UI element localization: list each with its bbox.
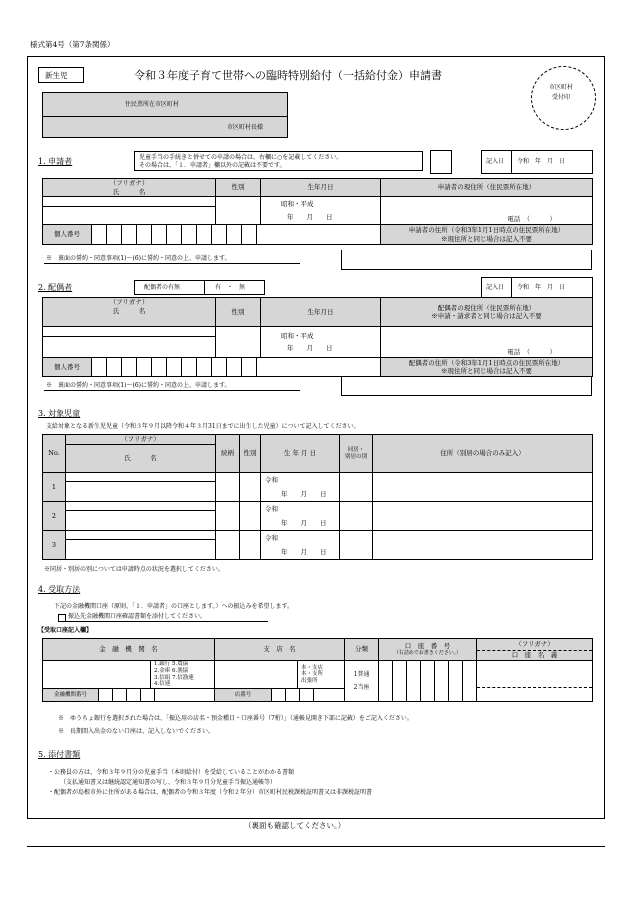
form-number: 様式第4号（第7条関係）: [30, 40, 115, 49]
s1-dob-input[interactable]: 昭和・平成 年 月 日: [261, 197, 381, 225]
child1-furigana-input[interactable]: [66, 473, 216, 482]
doc-check-box[interactable]: [58, 614, 66, 622]
child3-sex-input[interactable]: [240, 531, 261, 560]
child1-cohab-input[interactable]: [340, 473, 373, 502]
child2-dob-input[interactable]: 令和 年 月 日: [261, 502, 340, 531]
account-type-options[interactable]: 1普通 2当座: [345, 661, 379, 702]
s2-dob-input[interactable]: 昭和・平成 年 月 日: [261, 327, 381, 358]
s3-intro: 支給対象となる新生児児童（令和３年９月以降令和４年３月31日までに出生した児童）について記入してください。: [46, 423, 360, 430]
s4-intro: 下記の金融機関口座（原則、「１．申請者」の口座とします。）への振込みを希望します。: [54, 603, 294, 610]
bank-type-options[interactable]: 1.銀行 5.農協 2.金庫 6.漁協 3.信組 7.信漁連 4.信連: [151, 661, 215, 689]
child3-name-input[interactable]: [66, 540, 216, 560]
section3-heading: 3. 対象児童: [38, 409, 81, 418]
section4-heading: 4. 受取方法: [38, 585, 81, 594]
s1-consent: ※ 裏面の誓約・同意事項(1)～(6)に誓約・同意の上、申請します。: [46, 255, 231, 262]
bank-name-input[interactable]: [43, 661, 151, 689]
child2-furigana-input[interactable]: [66, 502, 216, 511]
account-heading: 【受取口座記入欄】: [38, 627, 93, 634]
address-box: 住民票所在市区町村 市区町村長様: [42, 92, 288, 138]
children-table: No. （フリガナ） 続柄 性別 生 年 月 日 同居・ 別居の別 住所（別居の場合のみ記入） 氏 名 1 令和 年 月 日 2 令和 年 月 日 3 令和 年 月 日: [42, 434, 593, 560]
child1-relation-input[interactable]: [216, 473, 240, 502]
s5-bullet2: （支払通知書又は継続認定通知書の写し、令和３年９月分児童手当振込通帳等）: [60, 779, 277, 786]
child3-address-input[interactable]: [373, 531, 593, 560]
bank-code-digits[interactable]: [99, 689, 215, 702]
bottom-rule: [27, 846, 605, 847]
account-table: 金 融 機 関 名 支 店 名 分類 口 座 番 号 （右詰めでお書きください。） （フリガナ） 口 座 名 義 1.銀行 5.農協 2.金庫 6.漁協 3.信組 7.信漁連 4.信連 本・支店 本・支所 出張所 1普通 2当座 金融機関番号 店番号: [42, 638, 593, 702]
newborn-tag: 新生児: [38, 67, 84, 83]
child2-relation-input[interactable]: [216, 502, 240, 531]
s2-furigana-input[interactable]: [43, 327, 216, 337]
s2-consent: ※ 裏面の誓約・同意事項(1)～(6)に誓約・同意の上、申請します。: [46, 382, 231, 389]
s1-name-input[interactable]: [43, 207, 216, 225]
branch-name-input[interactable]: [215, 661, 298, 689]
child2-sex-input[interactable]: [240, 502, 261, 531]
s5-bullet1: ・公務員の方は、令和３年９月分の児童手当（本則給付）を受給していることがわかる書類: [48, 769, 295, 776]
child3-cohab-input[interactable]: [340, 531, 373, 560]
footer-note: （裏面も確認してください。）: [244, 821, 346, 830]
s2-jan-addr-input[interactable]: [341, 376, 592, 396]
child2-address-input[interactable]: [373, 502, 593, 531]
child2-cohab-input[interactable]: [340, 502, 373, 531]
s1-circle-box[interactable]: [430, 150, 452, 174]
section1-heading: 1. 申請者: [38, 157, 73, 166]
account-holder-input[interactable]: [477, 661, 593, 702]
s4-note1: ※ ゆうちょ銀行を選択された場合は、「振込用の店名・預金種目・口座番号（7桁）」（通帳見開き下部に記載）をご記入ください。: [58, 715, 413, 722]
section5-heading: 5. 添付書類: [38, 750, 81, 759]
s1-sex-input[interactable]: [216, 197, 261, 225]
spouse-yes-no[interactable]: 有 ・ 無: [215, 284, 246, 291]
account-number-digits[interactable]: [379, 661, 477, 702]
child1-name-input[interactable]: [66, 482, 216, 502]
branch-type-options[interactable]: 本・支店 本・支所 出張所: [298, 661, 345, 689]
s2-date-box: 記入日 令和 年 月 日: [481, 277, 593, 299]
s3-footnote: ※同居・別居の別については申請時点の状況を選択してください。: [44, 566, 224, 573]
child1-dob-input[interactable]: 令和 年 月 日: [261, 473, 340, 502]
s1-address-input[interactable]: 電話 （ ）: [381, 197, 593, 225]
child1-sex-input[interactable]: [240, 473, 261, 502]
form-title: 令和３年度子育て世帯への臨時特別給付（一括給付金）申請書: [134, 69, 442, 82]
s5-bullet3: ・配偶者が島根市外に住所がある場合は、配偶者の令和３年度（令和２年分）市区町村民税課税証明書又は非課税証明書: [48, 789, 373, 796]
s4-check-label: 振込先金融機関口座確認書類を添付してください。: [68, 613, 207, 620]
spouse-table: （フリガナ） 性別 生年月日 配偶者の現住所（住民票所在地） ※申請・請求者と同じ場合は記入不要 氏 名 昭和・平成 年 月 日 電話 （ ） 個人番号 配偶者の住所（令和3年1月1日時点の住民票所在地） ※現住所と同じ場合は記入不要: [42, 297, 593, 377]
child3-dob-input[interactable]: 令和 年 月 日: [261, 531, 340, 560]
s1-furigana-input[interactable]: [43, 197, 216, 207]
s2-id-digits[interactable]: [92, 358, 381, 377]
s1-jan-addr-input[interactable]: [341, 250, 592, 270]
s2-sex-input[interactable]: [216, 327, 261, 358]
s2-address-input[interactable]: 電話 （ ）: [381, 327, 593, 358]
section2-heading: 2. 配偶者: [38, 283, 73, 292]
s4-note2: ※ 長期間入出金のない口座は、記入しないでください。: [58, 728, 215, 735]
s2-name-input[interactable]: [43, 337, 216, 358]
child3-relation-input[interactable]: [216, 531, 240, 560]
reception-stamp: 市区町村 受付印: [531, 66, 596, 130]
child3-furigana-input[interactable]: [66, 531, 216, 540]
child2-name-input[interactable]: [66, 511, 216, 531]
applicant-table: （フリガナ） 性別 生年月日 申請者の現住所（住民票所在地） 氏 名 昭和・平成 年 月 日 電話 （ ） 個人番号 申請者の住所（令和3年1月1日時点の住民票所在地） ※現住所と同じ場合は記入不要: [42, 178, 593, 245]
branch-code-digits[interactable]: [272, 689, 345, 702]
s1-note-box: 児童手当の手続きと併せての申請の場合は、右欄に○を記載してください。 その場合は、「１．申請者」欄以外の記載は不要です。: [134, 151, 423, 171]
child1-address-input[interactable]: [373, 473, 593, 502]
spouse-exists: 配偶者の有無 有 ・ 無: [134, 280, 265, 295]
s1-id-digits[interactable]: [92, 225, 381, 245]
s1-date-box: 記入日 令和 年 月 日: [481, 150, 593, 174]
